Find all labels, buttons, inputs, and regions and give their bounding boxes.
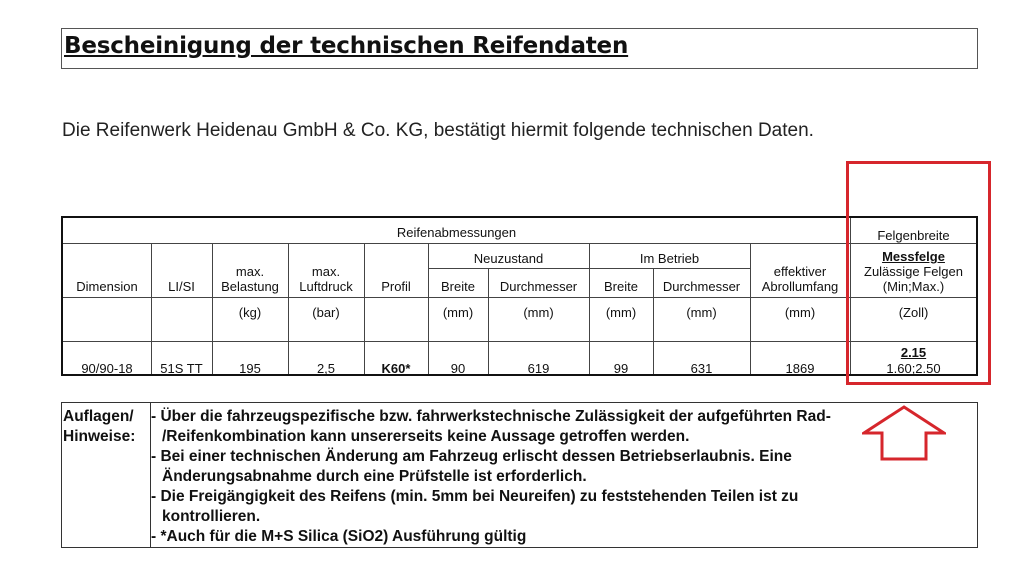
col-lisi: LI/SI xyxy=(168,279,195,294)
col-durchmesser-betrieb: Durchmesser xyxy=(662,279,741,294)
col-zulaessig-line2: (Min;Max.) xyxy=(882,279,945,294)
cell-abroll: 1869 xyxy=(785,361,815,376)
col-abroll-line1: effektiver xyxy=(773,264,827,279)
note-line: - *Auch für die M+S Silica (SiO2) Ausführung gültig xyxy=(151,528,527,545)
cell-durchmesser-neu: 619 xyxy=(527,361,550,376)
unit-belastung: (kg) xyxy=(238,305,262,320)
col-dimension: Dimension xyxy=(76,279,138,294)
note-line: /Reifenkombination kann unsererseits keine Aussage getroffen werden. xyxy=(162,428,690,445)
unit-abroll: (mm) xyxy=(784,305,816,320)
note-line: - Über die fahrzeugspezifische bzw. fahrwerkstechnische Zulässigkeit der aufgeführten Rad- xyxy=(151,408,831,425)
cell-breite-betrieb: 99 xyxy=(613,361,629,376)
col-profil: Profil xyxy=(381,279,411,294)
col-breite-betrieb: Breite xyxy=(604,279,638,294)
col-belastung-line1: max. xyxy=(235,264,265,279)
col-durchmesser-neu: Durchmesser xyxy=(499,279,578,294)
title-box xyxy=(61,28,978,69)
note-line: kontrollieren. xyxy=(162,508,261,525)
note-line: Änderungsabnahme durch eine Prüfstelle ist erforderlich. xyxy=(162,468,587,485)
cell-durchmesser-betrieb: 631 xyxy=(690,361,713,376)
col-breite-neu: Breite xyxy=(441,279,475,294)
cell-luftdruck: 2,5 xyxy=(316,361,336,376)
unit-durchmesser-betrieb: (mm) xyxy=(686,305,717,320)
col-zulaessig-line1: Zulässige Felgen xyxy=(864,264,963,279)
col-luftdruck-line1: max. xyxy=(311,264,341,279)
im-betrieb-header: Im Betrieb xyxy=(639,251,700,266)
cell-dimension: 90/90-18 xyxy=(81,361,133,376)
cell-belastung: 195 xyxy=(239,361,261,376)
unit-luftdruck: (bar) xyxy=(312,305,340,320)
arrow-up-icon xyxy=(862,405,946,461)
unit-breite-neu: (mm) xyxy=(442,305,474,320)
notes-box xyxy=(61,402,978,548)
cell-breite-neu: 90 xyxy=(450,361,466,376)
unit-durchmesser-neu: (mm) xyxy=(523,305,554,320)
highlight-box xyxy=(846,161,991,385)
group-header: Reifenabmessungen xyxy=(396,225,517,240)
unit-breite-betrieb: (mm) xyxy=(605,305,637,320)
cell-profil: K60* xyxy=(381,361,411,376)
unit-felge: (Zoll) xyxy=(898,305,929,320)
col-abroll-line2: Abrollumfang xyxy=(761,279,839,294)
col-messfelge: Messfelge xyxy=(882,249,945,264)
cell-messfelge: 2.15 xyxy=(900,345,927,360)
cell-zulaessig: 1.60;2.50 xyxy=(886,361,941,376)
col-luftdruck-line2: Luftdruck xyxy=(299,279,353,294)
col-belastung-line2: Belastung xyxy=(221,279,279,294)
note-line: - Bei einer technischen Änderung am Fahrzeug erlischt dessen Betriebserlaubnis. Eine xyxy=(151,448,792,465)
note-line: - Die Freigängigkeit des Reifens (min. 5mm bei Neureifen) zu feststehenden Teilen ist zu xyxy=(151,488,799,505)
felgen-header: Felgenbreite xyxy=(877,228,950,243)
page-title: Bescheinigung der technischen Reifendaten xyxy=(64,33,629,59)
cell-lisi: 51S TT xyxy=(160,361,203,376)
tyre-data-table xyxy=(61,216,978,376)
neuzustand-header: Neuzustand xyxy=(473,251,544,266)
intro-text: Die Reifenwerk Heidenau GmbH & Co. KG, bestätigt hiermit folgende technischen Daten. xyxy=(62,120,814,141)
notes-label: Auflagen/ Hinweise: xyxy=(63,408,136,445)
